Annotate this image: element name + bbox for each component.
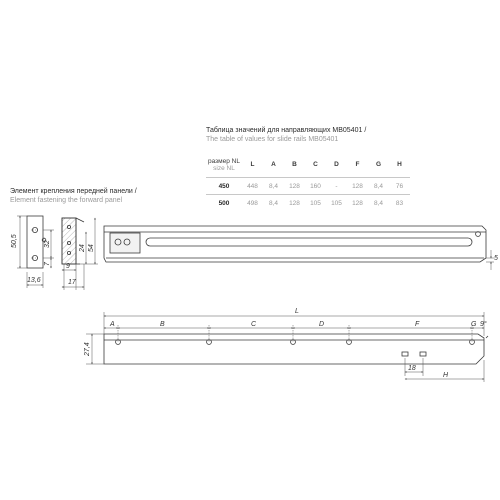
value-cell: 498 <box>242 195 263 212</box>
dim-rail-offset: 5 <box>494 255 498 262</box>
element-title-en: Element fastening the forward panel <box>10 197 123 204</box>
dim-rail-height: 27,4 <box>84 342 91 356</box>
element-title-ru: Элемент крепления передней панели / <box>10 188 137 195</box>
value-cell: 128 <box>347 195 368 212</box>
dim-width-front: 13,6 <box>27 277 41 284</box>
dim-span-d: D <box>319 321 325 328</box>
column-header: A <box>271 161 276 168</box>
dim-hole-spacing: 32 <box>44 240 51 248</box>
bracket-side-view <box>62 218 84 264</box>
value-cell: 76 <box>389 178 410 195</box>
dim-span-g: G <box>471 321 477 328</box>
column-header: C <box>313 161 318 168</box>
lower-rail <box>104 334 488 364</box>
value-cell: 128 <box>284 195 305 212</box>
value-cell: 8,4 <box>263 195 284 212</box>
column-header: D <box>334 161 339 168</box>
upper-rail <box>104 226 486 262</box>
dim-span-f: F <box>415 321 420 328</box>
front-fastening-plate <box>27 216 46 268</box>
dim-bottom-offset: 7 <box>44 262 51 266</box>
column-header: L <box>250 161 255 168</box>
value-cell: 8,4 <box>368 195 389 212</box>
dim-slot-18: 18 <box>408 365 416 372</box>
value-cell: 448 <box>242 178 263 195</box>
value-cell: 8,4 <box>263 178 284 195</box>
dim-bracket-24: 24 <box>79 244 86 252</box>
dim-span-c: C <box>251 321 257 328</box>
value-cell: 128 <box>284 178 305 195</box>
dim-bracket-54: 54 <box>88 244 95 252</box>
dim-length: L <box>295 308 299 315</box>
column-header: H <box>397 161 402 168</box>
value-cell: 105 <box>305 195 326 212</box>
value-cell: 83 <box>389 195 410 212</box>
size-column-header: размер NL size NL <box>208 157 240 172</box>
dim-bracket-9: 9 <box>66 263 70 270</box>
dim-span-b: B <box>160 321 165 328</box>
table-title-en: The table of values for slide rails MB05401 <box>206 136 339 143</box>
value-cell: 105 <box>326 195 347 212</box>
value-cell: - <box>326 178 347 195</box>
column-header: B <box>292 161 297 168</box>
size-cell: 500 <box>206 195 242 212</box>
value-cell: 128 <box>347 178 368 195</box>
column-header: G <box>375 161 382 168</box>
dim-bracket-17: 17 <box>68 279 76 286</box>
dim-height-total: 50,5 <box>11 234 18 248</box>
dim-span-h: H <box>443 372 449 379</box>
dim-span-a: A <box>110 321 115 328</box>
dim-angle: 9° <box>480 321 487 328</box>
column-header: F <box>355 161 360 168</box>
table-title-ru: Таблица значений для направляющих MB05401 / <box>206 127 367 134</box>
rail-offset-dimension <box>486 250 494 270</box>
size-cell: 450 <box>206 178 242 195</box>
value-cell: 8,4 <box>368 178 389 195</box>
value-cell: 160 <box>305 178 326 195</box>
